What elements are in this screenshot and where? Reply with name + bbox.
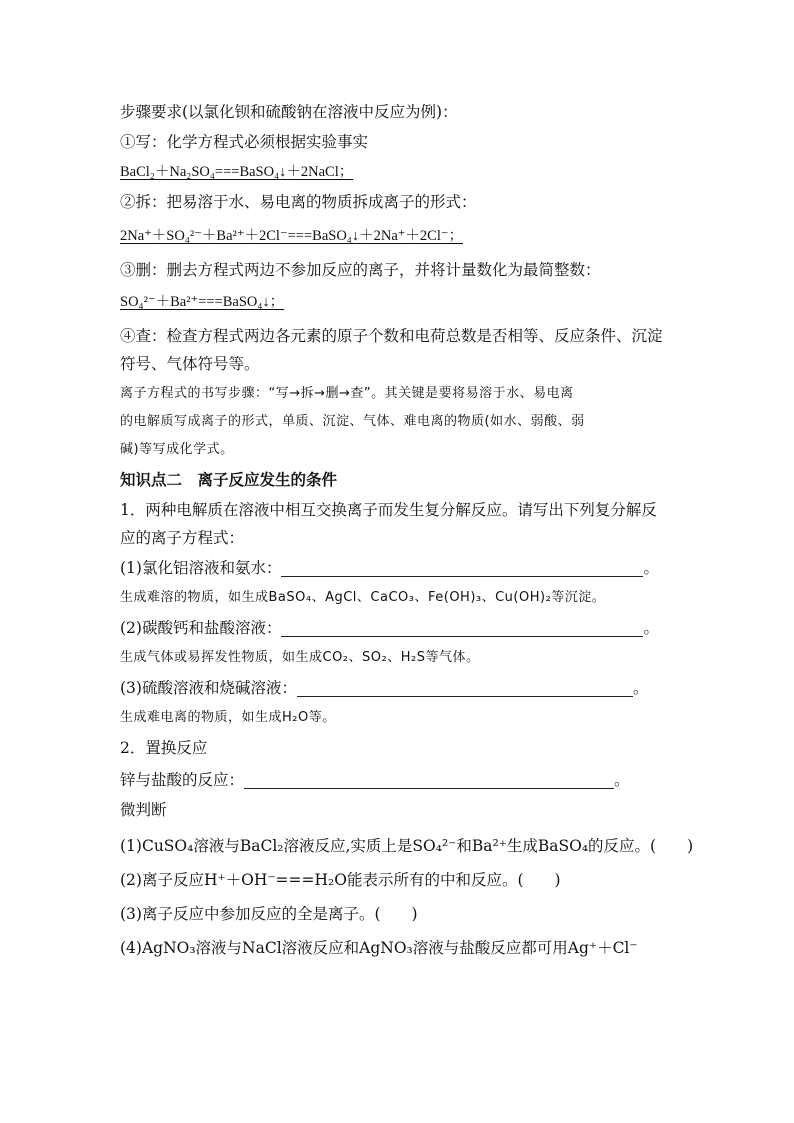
subquestion-3-label: (3)硫酸溶液和烧碱溶液： xyxy=(120,679,297,697)
subquestion-2 xyxy=(120,616,680,640)
period: 。 xyxy=(643,559,659,577)
judge-item-4: (4)AgNO₃溶液与NaCl溶液反应和AgNO₃溶液与盐酸反应都可用Ag⁺＋Cl⁻ xyxy=(120,939,638,957)
hint-weak-electrolyte: 生成难电离的物质，如生成H₂O等。 xyxy=(120,710,336,725)
step-split: ②拆：把易溶于水、易电离的物质拆成离子的形式： xyxy=(120,193,477,211)
judge-item-1: (1)CuSO₄溶液与BaCl₂溶液反应,实质上是SO₄²⁻和Ba²⁺生成BaSO₄的反应。( ) xyxy=(120,837,694,855)
question2-label: 锌与盐酸的反应： xyxy=(120,771,245,789)
subquestion-1 xyxy=(120,556,680,580)
answer-blank-4[interactable] xyxy=(244,770,614,789)
question2-heading: 2．置换反应 xyxy=(120,739,208,757)
section-heading: 知识点二 离子反应发生的条件 xyxy=(120,470,338,489)
period: 。 xyxy=(614,771,630,789)
equation-molecular: BaCl₂＋Na₂SO₄===BaSO₄↓＋2NaCl； xyxy=(120,164,354,180)
question1-line2: 应的离子方程式： xyxy=(120,529,245,547)
judge-item-2: (2)离子反应H⁺＋OH⁻===H₂O能表示所有的中和反应。( ) xyxy=(120,871,561,889)
answer-blank-3[interactable] xyxy=(297,678,633,697)
equation-ionic-net: SO₄²⁻＋Ba²⁺===BaSO₄↓； xyxy=(120,294,285,310)
hint-precipitate: 生成难溶的物质，如生成BaSO₄、AgCl、CaCO₃、Fe(OH)₃、Cu(OH)₂等沉淀。 xyxy=(120,590,606,605)
equation-ionic-full: 2Na⁺＋SO₄²⁻＋Ba²⁺＋2Cl⁻===BaSO₄↓＋2Na⁺＋2Cl⁻； xyxy=(120,228,464,244)
subquestion-3 xyxy=(120,676,680,700)
question1-line1: 1．两种电解质在溶液中相互交换离子而发生复分解反应。请写出下列复分解反 xyxy=(120,501,657,519)
subquestion-2-label: (2)碳酸钙和盐酸溶液： xyxy=(120,619,282,637)
steps-heading: 步骤要求(以氯化钡和硫酸钠在溶液中反应为例)： xyxy=(120,103,458,121)
period: 。 xyxy=(632,679,649,697)
question2-item xyxy=(120,768,680,792)
step-check-line2: 符号、气体符号等。 xyxy=(120,355,260,373)
step-write: ①写：化学方程式必须根据实验事实 xyxy=(120,133,369,151)
document-page xyxy=(120,100,694,960)
period: 。 xyxy=(643,619,659,637)
answer-blank-2[interactable] xyxy=(281,618,643,637)
tip-line2: 的电解质写成离子的形式，单质、沉淀、气体、难电离的物质(如水、弱酸、弱 xyxy=(120,414,585,429)
hint-gas: 生成气体或易挥发性物质，如生成CO₂、SO₂、H₂S等气体。 xyxy=(120,650,480,665)
step-delete: ③删：删去方程式两边不参加反应的离子，并将计量数化为最简整数： xyxy=(120,261,601,279)
answer-blank-1[interactable] xyxy=(281,558,643,577)
tip-line1: 离子方程式的书写步骤：“写→拆→删→查”。其关键是要将易溶于水、易电离 xyxy=(120,386,574,401)
subquestion-1-label: (1)氯化铝溶液和氨水： xyxy=(120,559,282,577)
judge-item-3: (3)离子反应中参加反应的全是离子。( ) xyxy=(120,905,418,923)
tip-line3: 碱)等写成化学式。 xyxy=(120,442,234,457)
judge-heading: 微判断 xyxy=(120,801,167,819)
step-check-line1: ④查：检查方程式两边各元素的原子个数和电荷总数是否相等、反应条件、沉淀 xyxy=(120,327,663,345)
